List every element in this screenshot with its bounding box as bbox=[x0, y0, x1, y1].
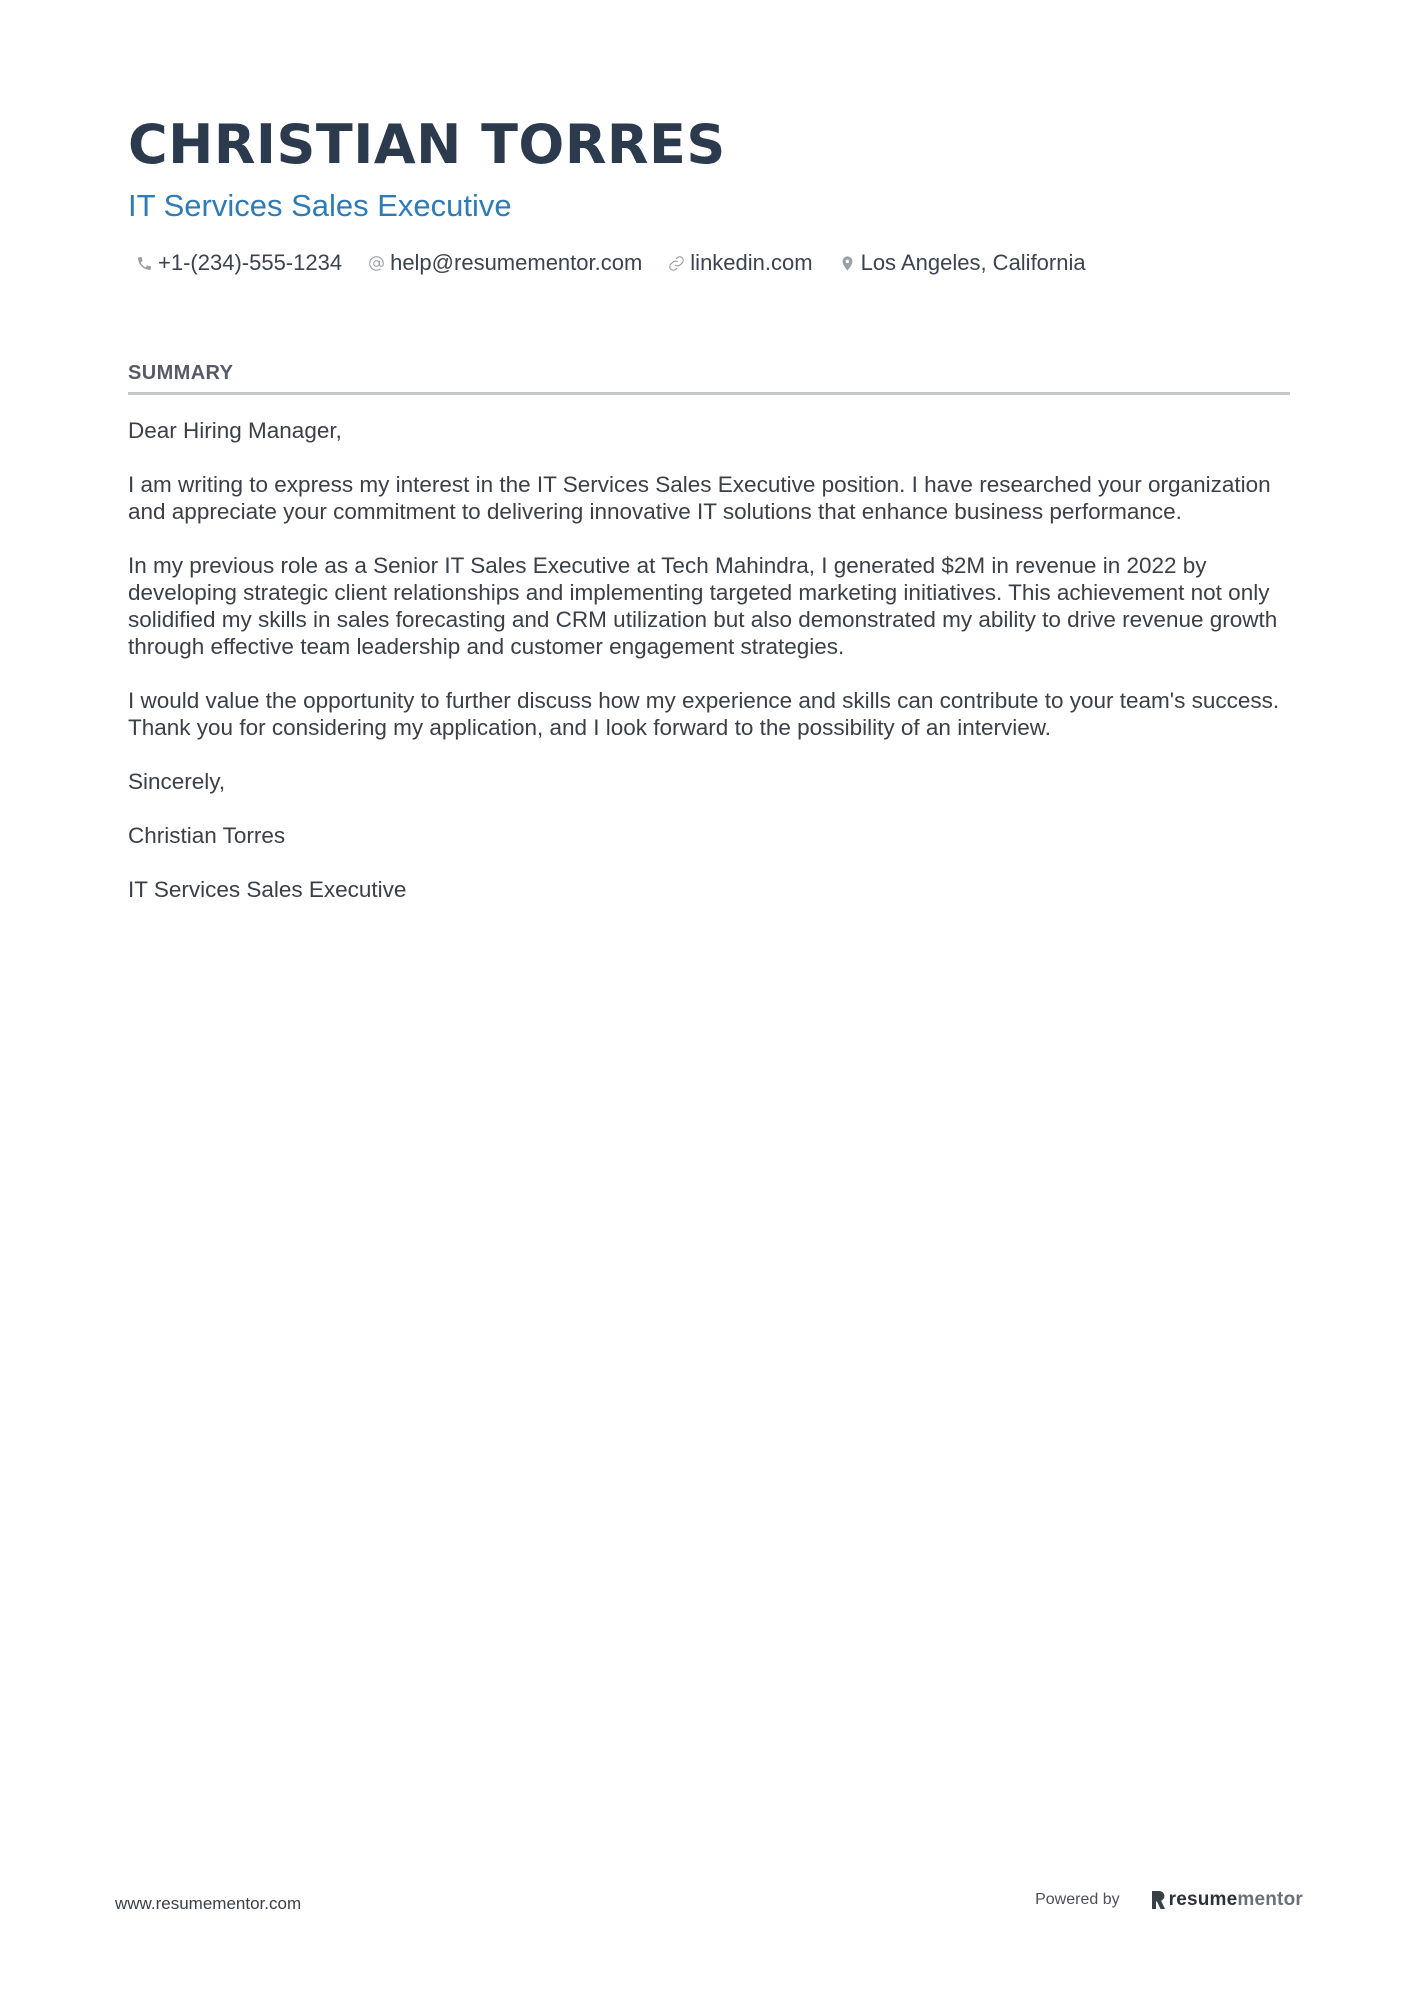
email-address[interactable]: help@resumementor.com bbox=[390, 250, 643, 275]
summary-section bbox=[128, 360, 1290, 930]
contact-bar bbox=[128, 248, 1288, 278]
letter-paragraph: I would value the opportunity to further discuss how my experience and skills can contribute to your team's success. Thank you for considering my application, and I look forward to the possibility of an interview. bbox=[128, 688, 1280, 740]
location-pin-icon bbox=[839, 255, 856, 272]
website-link[interactable]: linkedin.com bbox=[690, 250, 813, 275]
brand-name-light: mentor bbox=[1237, 1889, 1303, 1910]
contact-email bbox=[368, 248, 642, 278]
contact-website bbox=[668, 248, 812, 278]
resumementor-logo-icon bbox=[1150, 1889, 1166, 1911]
job-title: IT Services Sales Executive bbox=[128, 188, 512, 223]
section-divider bbox=[128, 392, 1290, 395]
footer-website[interactable]: www.resumementor.com bbox=[115, 1894, 302, 1913]
footer-branding bbox=[1035, 1889, 1303, 1911]
contact-phone bbox=[128, 248, 342, 278]
location-text: Los Angeles, California bbox=[860, 250, 1086, 275]
signature-title: IT Services Sales Executive bbox=[128, 877, 407, 902]
candidate-name: CHRISTIAN TORRES bbox=[128, 113, 726, 176]
closing: Sincerely, bbox=[128, 769, 226, 794]
signature-name: Christian Torres bbox=[128, 823, 286, 848]
letter-paragraph: In my previous role as a Senior IT Sales Executive at Tech Mahindra, I generated $2M in revenue in 2022 by developing strategic client relationships and implementing targeted marketing initiatives. This achievement not only solidified my skills in sales forecasting and CRM utilization but also demonstrated my ability to drive revenue growth through effective team leadership and customer engagement strategies. bbox=[128, 553, 1278, 659]
contact-location bbox=[839, 248, 1086, 278]
cover-letter-body bbox=[128, 417, 1290, 903]
phone-icon bbox=[136, 255, 153, 272]
salutation: Dear Hiring Manager, bbox=[128, 418, 342, 443]
resume-header bbox=[128, 108, 1288, 278]
section-heading: SUMMARY bbox=[128, 362, 234, 384]
letter-paragraph: I am writing to express my interest in the IT Services Sales Executive position. I have researched your organization and appreciate your commitment to delivering innovative IT solutions that enhance business performance. bbox=[128, 472, 1271, 524]
brand-name-bold: resume bbox=[1168, 1889, 1238, 1910]
powered-by-label: Powered by bbox=[1035, 1891, 1120, 1908]
brand-logo[interactable] bbox=[1150, 1889, 1303, 1911]
at-icon bbox=[368, 255, 385, 272]
phone-number: +1-(234)-555-1234 bbox=[158, 250, 343, 275]
link-icon bbox=[668, 255, 685, 272]
